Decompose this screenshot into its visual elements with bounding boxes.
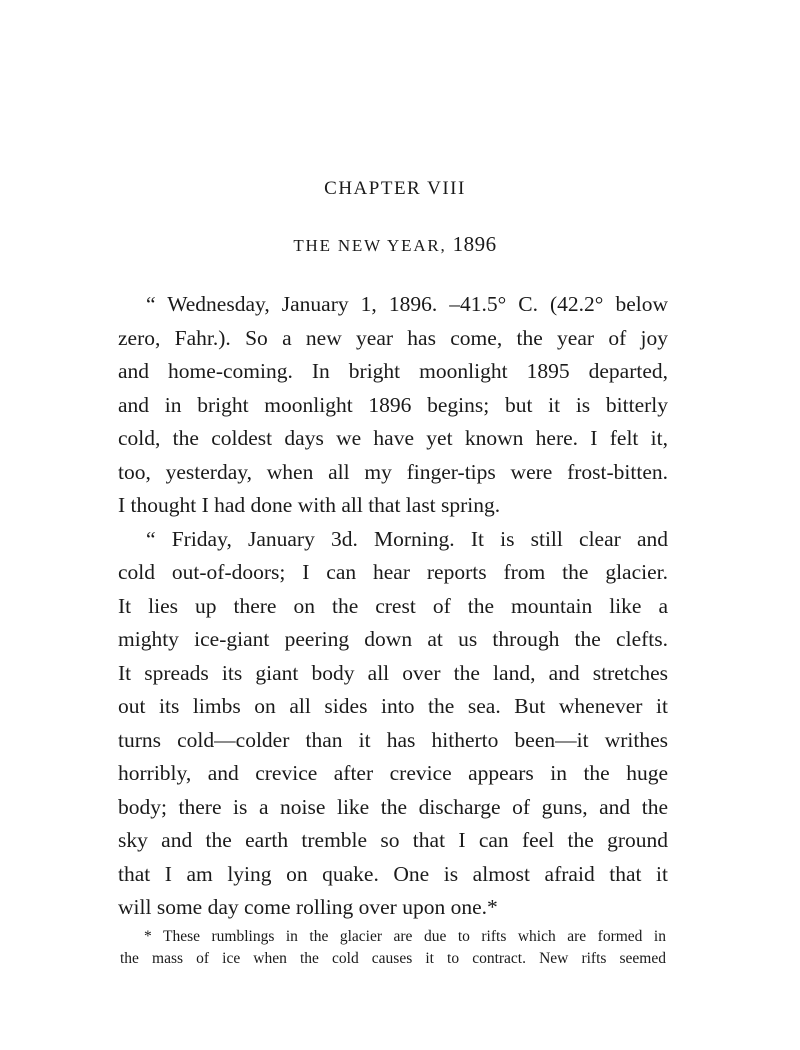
chapter-title-year: 1896 xyxy=(452,232,497,256)
text-line: out its limbs on all sides into the sea. But whenever it xyxy=(118,694,668,718)
chapter-heading: CHAPTER VIII xyxy=(324,178,466,199)
body-text xyxy=(118,288,668,925)
text-line: will some day come rolling over upon one.* xyxy=(118,895,498,919)
text-line: and in bright moonlight 1896 begins; but it is bitterly xyxy=(118,392,668,417)
text-line: body; there is a noise like the discharge of guns, and the xyxy=(118,794,668,819)
text-line: and home-coming. In bright moonlight 1895 departed, xyxy=(118,359,668,383)
text-line: “ Wednesday, January 1, 1896. –41.5° C. (42.2° below xyxy=(146,292,668,316)
text-line: sky and the earth tremble so that I can feel the ground xyxy=(118,828,668,852)
chapter-title-text: THE NEW YEAR, xyxy=(293,236,447,255)
text-line: cold, the coldest days we have yet known here. I felt it, xyxy=(118,426,668,450)
text-line: too, yesterday, when all my finger-tips were frost-bitten. xyxy=(118,459,668,484)
text-line: that I am lying on quake. One is almost afraid that it xyxy=(118,861,668,886)
text-line: mighty ice-giant peering down at us through the clefts. xyxy=(118,627,668,651)
text-line: It lies up there on the crest of the mountain like a xyxy=(118,593,668,618)
text-line: cold out-of-doors; I can hear reports from the glacier. xyxy=(118,560,668,584)
text-line: turns cold—colder than it has hitherto been—it writhes xyxy=(118,727,668,752)
text-line: “ Friday, January 3d. Morning. It is still clear and xyxy=(146,526,668,551)
footnote-line: * These rumblings in the glacier are due to rifts which are formed in xyxy=(144,928,666,945)
footnote xyxy=(120,926,666,970)
footnote-line: the mass of ice when the cold causes it to contract. New rifts seemed xyxy=(120,950,666,967)
text-line: zero, Fahr.). So a new year has come, the year of joy xyxy=(118,325,668,350)
chapter-title xyxy=(0,232,790,257)
text-line: It spreads its giant body all over the land, and stretches xyxy=(118,660,668,685)
text-line: I thought I had done with all that last spring. xyxy=(118,493,501,517)
text-line: horribly, and crevice after crevice appears in the huge xyxy=(118,761,668,785)
